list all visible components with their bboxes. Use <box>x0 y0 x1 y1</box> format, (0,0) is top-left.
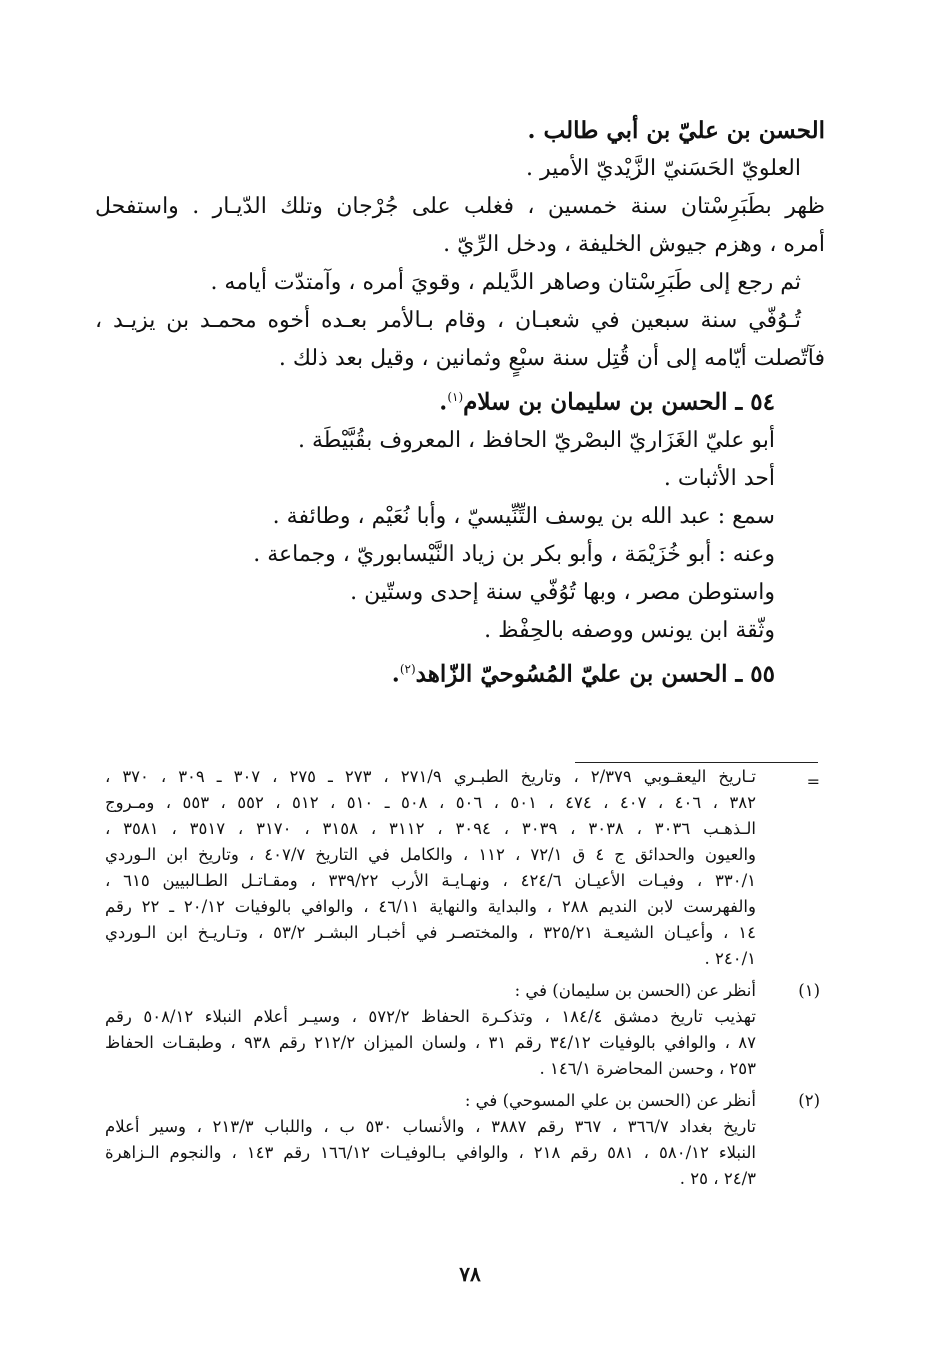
footnote-separator <box>575 762 818 763</box>
text-line: أمره ، وهزم جيوش الخليفة ، ودخل الرِّيّ . <box>443 232 825 257</box>
footnote-line: أنظر عن (الحسن بن سليمان) في : <box>514 981 756 1000</box>
entry-title-end: . <box>439 388 448 416</box>
entry-54-title <box>95 378 825 422</box>
footnote-line: الـذهـب ٣٠٣٦ ، ٣٠٣٨ ، ٣٠٣٩ ، ٣٠٩٤ ، ٣١١٢ ، ٣١٥٨ ، ٣١٧٠ ، ٣٥١٧ ، ٣٥٨١ ، <box>105 819 756 838</box>
text-line: سمع : عبد الله بن يوسف التِّنِّيسيّ ، وأبا نُعَيْم ، وطائفة . <box>272 503 775 529</box>
text-line: فآتّصلت أيّامه إلى أن قُتِل سنة سبْعٍ وثمانين ، وقيل بعد ذلك . <box>278 346 825 371</box>
text-line: وعنه : أبو خُزَيْمَة ، وأبو بكر بن زياد النَّيْسابوريّ ، وجماعة . <box>253 541 775 567</box>
footnote-line: ٢٤/٣ ، ٢٥ . <box>679 1169 756 1188</box>
footnote-line: أنظر عن (الحسن بن علي المسوحي) في : <box>464 1091 756 1110</box>
footnote-1 <box>105 978 818 1082</box>
text-line: أحد الأثبات . <box>663 465 775 491</box>
entry-title-text: ٥٤ ـ الحسن بن سليمان بن سلام <box>463 388 775 416</box>
footnote-body <box>105 978 756 1082</box>
footnote-number: (٢) <box>798 1091 820 1110</box>
footnotes <box>105 764 818 1192</box>
footnote-line: والعيون والحدائق ج ٤ ق ٧٢/١ ، ١١٢ ، والكامل في التاريخ ٤٠٧/٧ ، وتاريخ ابن الـوردي <box>105 845 757 864</box>
footnote-ref: (١) <box>447 390 464 404</box>
footnote-line: ١٤ ، وأعيـان الشيعـة ٣٢٥/٢١ ، والمختصـر في أخبـار البشـر ٥٣/٢ ، وتـاريـخ ابن الـوردي <box>105 923 756 942</box>
entry-heading: الحسن بن عليّ بن أبي طالب . <box>527 117 825 144</box>
footnote-line: تـاريخ اليعقـوبي ٢/٣٧٩ ، وتاريخ الطبـري ٢٧١/٩ ، ٢٧٣ ـ ٢٧٥ ، ٣٠٧ ـ ٣٠٩ ، ٣٧٠ ، <box>105 767 756 786</box>
footnote-body <box>105 1088 756 1192</box>
text-line: العلويّ الحَسَنيّ الزَّيْديّ الأمير . <box>526 156 801 181</box>
entry-title-text: ٥٥ ـ الحسن بن عليّ المُسُوحيّ الزّاهد <box>415 660 775 688</box>
footnote-continuation <box>105 764 818 972</box>
text-line: أبو عليّ الغَزَاريّ البصْريّ الحافظ ، المعروف بقُبَّيْطَة . <box>297 427 775 453</box>
footnote-body <box>105 764 756 972</box>
text-line: واستوطن مصر ، وبها تُوُفّي سنة إحدى وستّين . <box>350 579 775 605</box>
footnote-number: (١) <box>798 981 820 1000</box>
page-number: ٧٨ <box>459 1262 481 1286</box>
entry-title-end: . <box>391 660 400 688</box>
footnote-line: تاريخ بغداد ٣٦٦/٧ ، ٣٦٧ رقم ٣٨٨٧ ، والأنساب ٥٣٠ ب ، واللباب ٢١٣/٣ ، وسير أعلام <box>105 1117 756 1136</box>
text-line: ثم رجع إلى طَبَرِسْتان وصاهر الدَّيلم ، وقويَ أمره ، وآمتدّت أيامه . <box>210 270 801 295</box>
footnote-line: ٣٣٠/١ ، وفيـات الأعيـان ٤٢٤/٦ ، ونهـايـة الأرب ٣٣٩/٢٢ ، ومقـاتـل الطـالبيين ٦١٥ ، <box>105 871 756 890</box>
text-line: تُـوُفّي سنة سبعين في شعبـان ، وقام بـالأمر بعـده أخوه محمـد بن يزيـد ، <box>95 308 801 333</box>
footnote-ref: (٢) <box>399 661 416 676</box>
footnote-line: ٨٧ ، والوافي بالوفيات ٣٤/١٢ رقم ٣١ ، ولسان الميزان ٢١٢/٢ رقم ٩٣٨ ، وطبقـات الحفاظ <box>105 1033 757 1052</box>
entry-55-title <box>95 650 825 694</box>
footnote-line: ٢٤٠/١ . <box>704 949 756 968</box>
main-text <box>95 112 825 693</box>
footnote-line: تهذيب تاريخ دمشق ١٨٤/٤ ، وتذكـرة الحفاظ ٥٧٢/٢ ، وسيـر أعلام النبلاء ٥٠٨/١٢ رقم <box>105 1007 756 1026</box>
text-line: وثّقة ابن يونس ووصفه بالحِفْظ . <box>484 617 775 643</box>
footnote-2 <box>105 1088 818 1192</box>
footnote-line: ٣٨٢ ، ٤٠٦ ، ٤٠٧ ، ٤٧٤ ، ٥٠١ ، ٥٠٦ ، ٥٠٨ ـ ٥١٠ ، ٥١٢ ، ٥٥٢ ، ٥٥٣ ، ومـروج <box>105 793 756 812</box>
footnote-line: ٢٥٣ ، وحسن المحاضرة ١٤٦/١ . <box>539 1059 756 1078</box>
continuation-mark: = <box>806 772 820 791</box>
text-line: ظهر بطَبَرِسْتان سنة خمسين ، فغلب على جُرْجان وتلك الدّيـار . واستفحل <box>95 194 825 219</box>
footnote-line: النبلاء ٥٨٠/١٢ ، ٥٨١ رقم ٢١٨ ، والوافي بـالوفيـات ١٦٦/١٢ رقم ١٤٣ ، والنجوم الـزاهرة <box>105 1143 756 1162</box>
footnote-line: والفهرست لابن النديم ٢٨٨ ، والبداية والنهاية ٤٦/١١ ، والوافي بالوفيات ٢٠/١٢ ـ ٢٢ رقم <box>105 897 756 916</box>
